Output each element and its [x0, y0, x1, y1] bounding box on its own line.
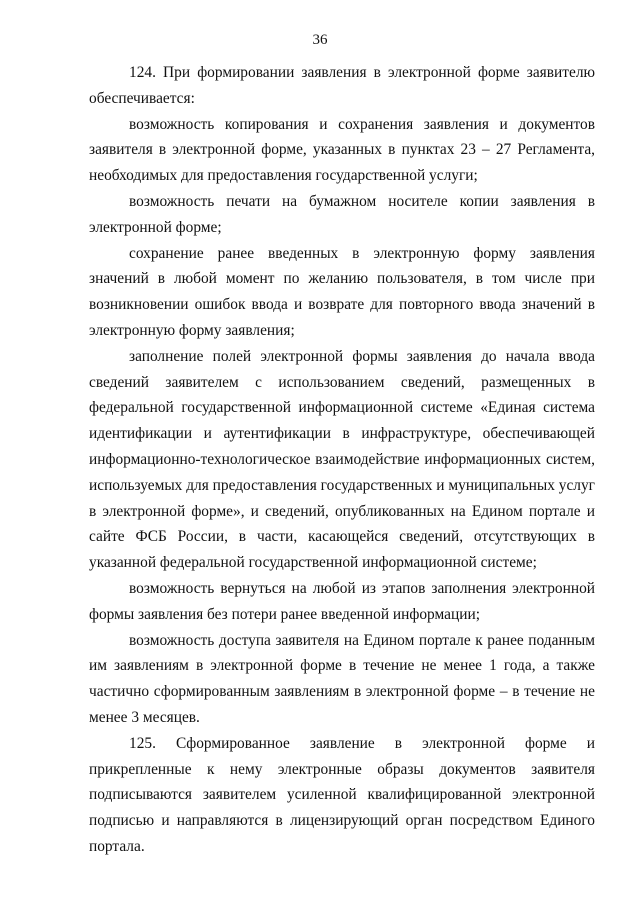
paragraph-save-values: сохранение ранее введенных в электронную форму заявления значений в любой момент по желанию пользователя, в том числе при возникновении ошибок ввода и возврате для повторного ввода значений в электронную форму заявления;: [89, 244, 595, 339]
document-body: [89, 60, 595, 860]
paragraph-copy-save: возможность копирования и сохранения заявления и документов заявителя в электронной форме, указанных в пунктах 23 – 27 Регламента, необходимых для предоставления государственной услуги;: [89, 115, 595, 185]
page-number: 36: [312, 32, 328, 48]
paragraph-print: возможность печати на бумажном носителе копии заявления в электронной форме;: [89, 192, 595, 236]
paragraph-autofill: заполнение полей электронной формы заявления до начала ввода сведений заявителем с использованием сведений, размещенных в федеральной государственной информационной системе «Единая система идентификации и аутентификации в инфраструктуре, обеспечивающей информационно-технологическое взаимодействие информационных систем, используемых для предоставления государственных и муниципальных услуг в электронной форме», и сведений, опубликованных на Едином портале и сайте ФСБ России, в части, касающейся сведений, отсутствующих в указанной федеральной государственной информационной системе;: [89, 347, 595, 572]
paragraph-125-sign: 125. Сформированное заявление в электронной форме и прикрепленные к нему электронные образы документов заявителя подписываются заявителем усиленной квалифицированной электронной подписью и направляются в лицензирующий орган посредством Единого портала.: [89, 734, 595, 855]
paragraph-124-intro: 124. При формировании заявления в электронной форме заявителю обеспечивается:: [89, 64, 595, 107]
paragraph-return-step: возможность вернуться на любой из этапов заполнения электронной формы заявления без потери ранее введенной информации;: [89, 579, 595, 623]
paragraph-access-history: возможность доступа заявителя на Едином портале к ранее поданным им заявлениям в электронной форме в течение не менее 1 года, а также частично сформированным заявлениям в электронной форме – в течение не менее 3 месяцев.: [89, 631, 595, 726]
